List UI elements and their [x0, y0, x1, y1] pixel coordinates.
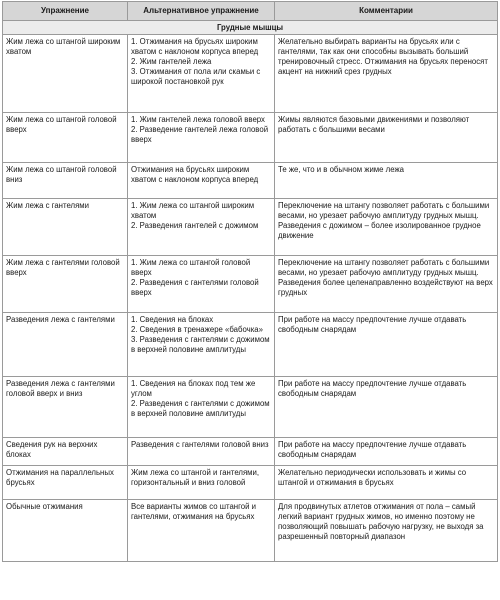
exercise-cell: Разведения лежа с гантелями [3, 313, 128, 377]
alternative-cell [128, 438, 275, 466]
comment-cell: При работе на массу предпочтение лучше отдавать свободным снарядам [275, 313, 498, 377]
table-row [3, 256, 498, 313]
alternative-item: 2. Сведения в тренажере «бабочка» [131, 325, 263, 334]
alternative-cell [128, 163, 275, 199]
alternative-cell [128, 199, 275, 256]
table-row [3, 163, 498, 199]
table-row [3, 438, 498, 466]
comment-cell: Жимы являются базовыми движениями и позволяют работать с большими весами [275, 113, 498, 163]
comment-cell: При работе на массу предпочтение лучше отдавать свободным снарядам [275, 438, 498, 466]
comment-cell: Желательно периодически использовать и жимы со штангой и отжимания в брусьях [275, 466, 498, 500]
alternative-item: 2. Разведение гантелей лежа головой вверх [131, 125, 269, 144]
comment-cell: Желательно выбирать варианты на брусьях или с гантелями, так как они способны вызывать больший тренировочный стресс. Отжимания на брусьях переносят акцент на нижний срез грудных [275, 35, 498, 113]
alternative-item: 2. Разведения с гантелями с дожимом в верхней половине амплитуды [131, 399, 270, 418]
alternative-item: Все варианты жимов со штангой и гантелями, отжимания на брусьях [131, 502, 256, 521]
alternative-cell [128, 500, 275, 562]
alternative-item: 1. Сведения на блоках [131, 315, 214, 324]
exercise-cell: Жим лежа со штангой головой вверх [3, 113, 128, 163]
section-row [3, 21, 498, 35]
comment-cell: Для продвинутых атлетов отжимания от пола – самый легкий вариант грудных жимов, но именно поэтому не позволяющий повышать рабочую нагрузку, не выходя за разрешенный повторный диапазон [275, 500, 498, 562]
exercise-cell: Разведения лежа с гантелями головой вверх и вниз [3, 377, 128, 438]
header-alternative: Альтернативное упражнение [128, 2, 275, 21]
comment-cell: Те же, что и в обычном жиме лежа [275, 163, 498, 199]
alternative-item: 2. Разведения с гантелями головой вверх [131, 278, 259, 297]
alternative-cell [128, 377, 275, 438]
alternative-item: 2. Жим гантелей лежа [131, 57, 212, 66]
section-title: Грудные мышцы [3, 21, 498, 35]
alternative-item: 2. Разведения гантелей с дожимом [131, 221, 259, 230]
comment-cell: Переключение на штангу позволяет работать с большими весами, но урезает рабочую амплитуду грудных мышц. Разведения с дожимом – более изолированное грудное движение [275, 199, 498, 256]
table-row [3, 313, 498, 377]
header-comments: Комментарии [275, 2, 498, 21]
comment-cell: Переключение на штангу позволяет работать с большими весами, но урезает рабочую амплитуду грудных мышц. Разведения более целенаправленно воздействуют на верх грудных [275, 256, 498, 313]
alternative-item: Отжимания на брусьях широким хватом с наклоном корпуса вперед [131, 165, 259, 184]
header-exercise: Упражнение [3, 2, 128, 21]
alternative-cell [128, 466, 275, 500]
alternative-item: Жим лежа со штангой и гантелями, горизонтальный и вниз головой [131, 468, 260, 487]
exercise-cell: Обычные отжимания [3, 500, 128, 562]
alternative-item: 3. Разведения с гантелями с дожимом в верхней половине амплитуды [131, 335, 270, 354]
alternative-cell [128, 313, 275, 377]
exercise-cell: Отжимания на параллельных брусьях [3, 466, 128, 500]
header-row [3, 2, 498, 21]
alternative-item: 1. Отжимания на брусьях широким хватом с наклоном корпуса вперед [131, 37, 259, 56]
alternative-item: 1. Сведения на блоках под тем же углом [131, 379, 256, 398]
exercise-cell: Жим лежа с гантелями [3, 199, 128, 256]
comment-cell: При работе на массу предпочтение лучше отдавать свободным снарядам [275, 377, 498, 438]
alternative-cell [128, 113, 275, 163]
alternative-item: 1. Жим гантелей лежа головой вверх [131, 115, 265, 124]
alternative-item: 1. Жим лежа со штангой широким хватом [131, 201, 255, 220]
alternative-cell [128, 256, 275, 313]
alternative-item: 3. Отжимания от пола или скамьи с широкой постановкой рук [131, 67, 261, 86]
alternative-item: Разведения с гантелями головой вниз [131, 440, 269, 449]
exercise-cell: Жим лежа со штангой широким хватом [3, 35, 128, 113]
exercise-cell: Сведения рук на верхних блоках [3, 438, 128, 466]
table-row [3, 35, 498, 113]
alternative-item: 1. Жим лежа со штангой головой вверх [131, 258, 251, 277]
table-row [3, 199, 498, 256]
table-row [3, 466, 498, 500]
exercise-cell: Жим лежа с гантелями головой вверх [3, 256, 128, 313]
exercise-cell: Жим лежа со штангой головой вниз [3, 163, 128, 199]
alternative-cell [128, 35, 275, 113]
table-row [3, 377, 498, 438]
exercise-table [2, 1, 498, 562]
table-row [3, 500, 498, 562]
table-row [3, 113, 498, 163]
